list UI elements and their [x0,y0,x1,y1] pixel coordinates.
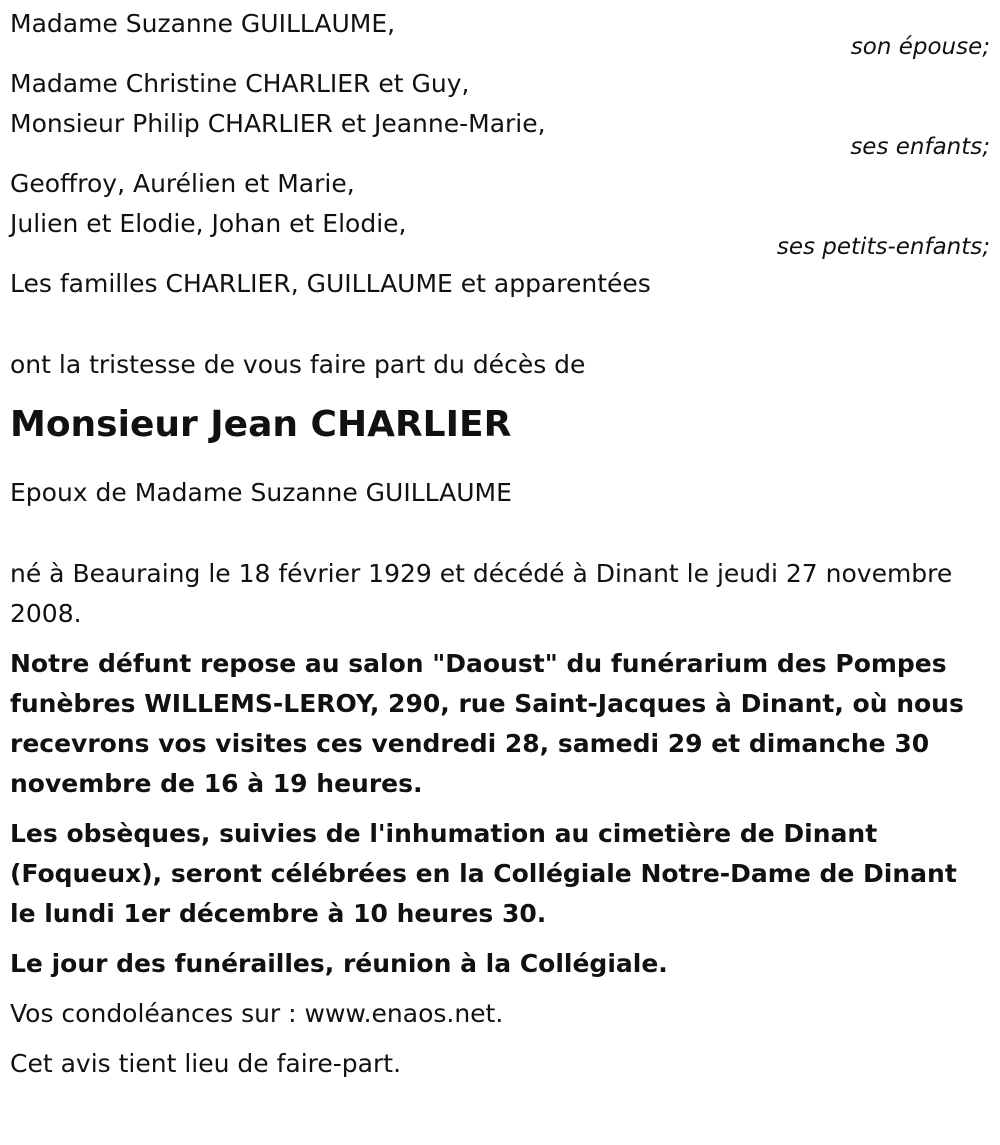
spouse-line: Epoux de Madame Suzanne GUILLAUME [10,478,512,507]
child-line-1: Madame Christine CHARLIER et Guy, [10,69,470,98]
children-role: ses enfants; [850,134,990,160]
condolences-text: Vos condoléances sur : www.enaos.net. [10,999,504,1028]
notice-text: Cet avis tient lieu de faire-part. [10,1049,402,1078]
wife-role: son épouse; [850,34,990,60]
obituary-notice [10,0,990,1084]
wife-name: Madame Suzanne GUILLAUME, [10,9,396,38]
families-line: Les familles CHARLIER, GUILLAUME et apparentées [10,269,651,298]
deceased-name: Monsieur Jean CHARLIER [10,404,512,445]
grandchild-line-2: Julien et Elodie, Johan et Elodie, [10,209,407,238]
birth-death-text: né à Beauraing le 18 février 1929 et décédé à Dinant le jeudi 27 novembre 2008. [10,559,953,628]
grandchild-line-1: Geoffroy, Aurélien et Marie, [10,169,355,198]
visitation-text: Notre défunt repose au salon "Daoust" du funérarium des Pompes funèbres WILLEMS-LEROY, 290, rue Saint-Jacques à Dinant, où nous recevrons vos visites ces vendredi 28, samedi 29 et dimanche 30 novembre de 16 à 19 heures. [10,649,964,798]
funeral-text: Les obsèques, suivies de l'inhumation au cimetière de Dinant (Foqueux), seront célébrées en la Collégiale Notre-Dame de Dinant le lundi 1er décembre à 10 heures 30. [10,819,957,928]
gathering-text: Le jour des funérailles, réunion à la Collégiale. [10,949,668,978]
child-line-2: Monsieur Philip CHARLIER et Jeanne-Marie, [10,109,546,138]
grandchildren-role: ses petits-enfants; [776,234,990,260]
intro-line: ont la tristesse de vous faire part du décès de [10,350,586,379]
